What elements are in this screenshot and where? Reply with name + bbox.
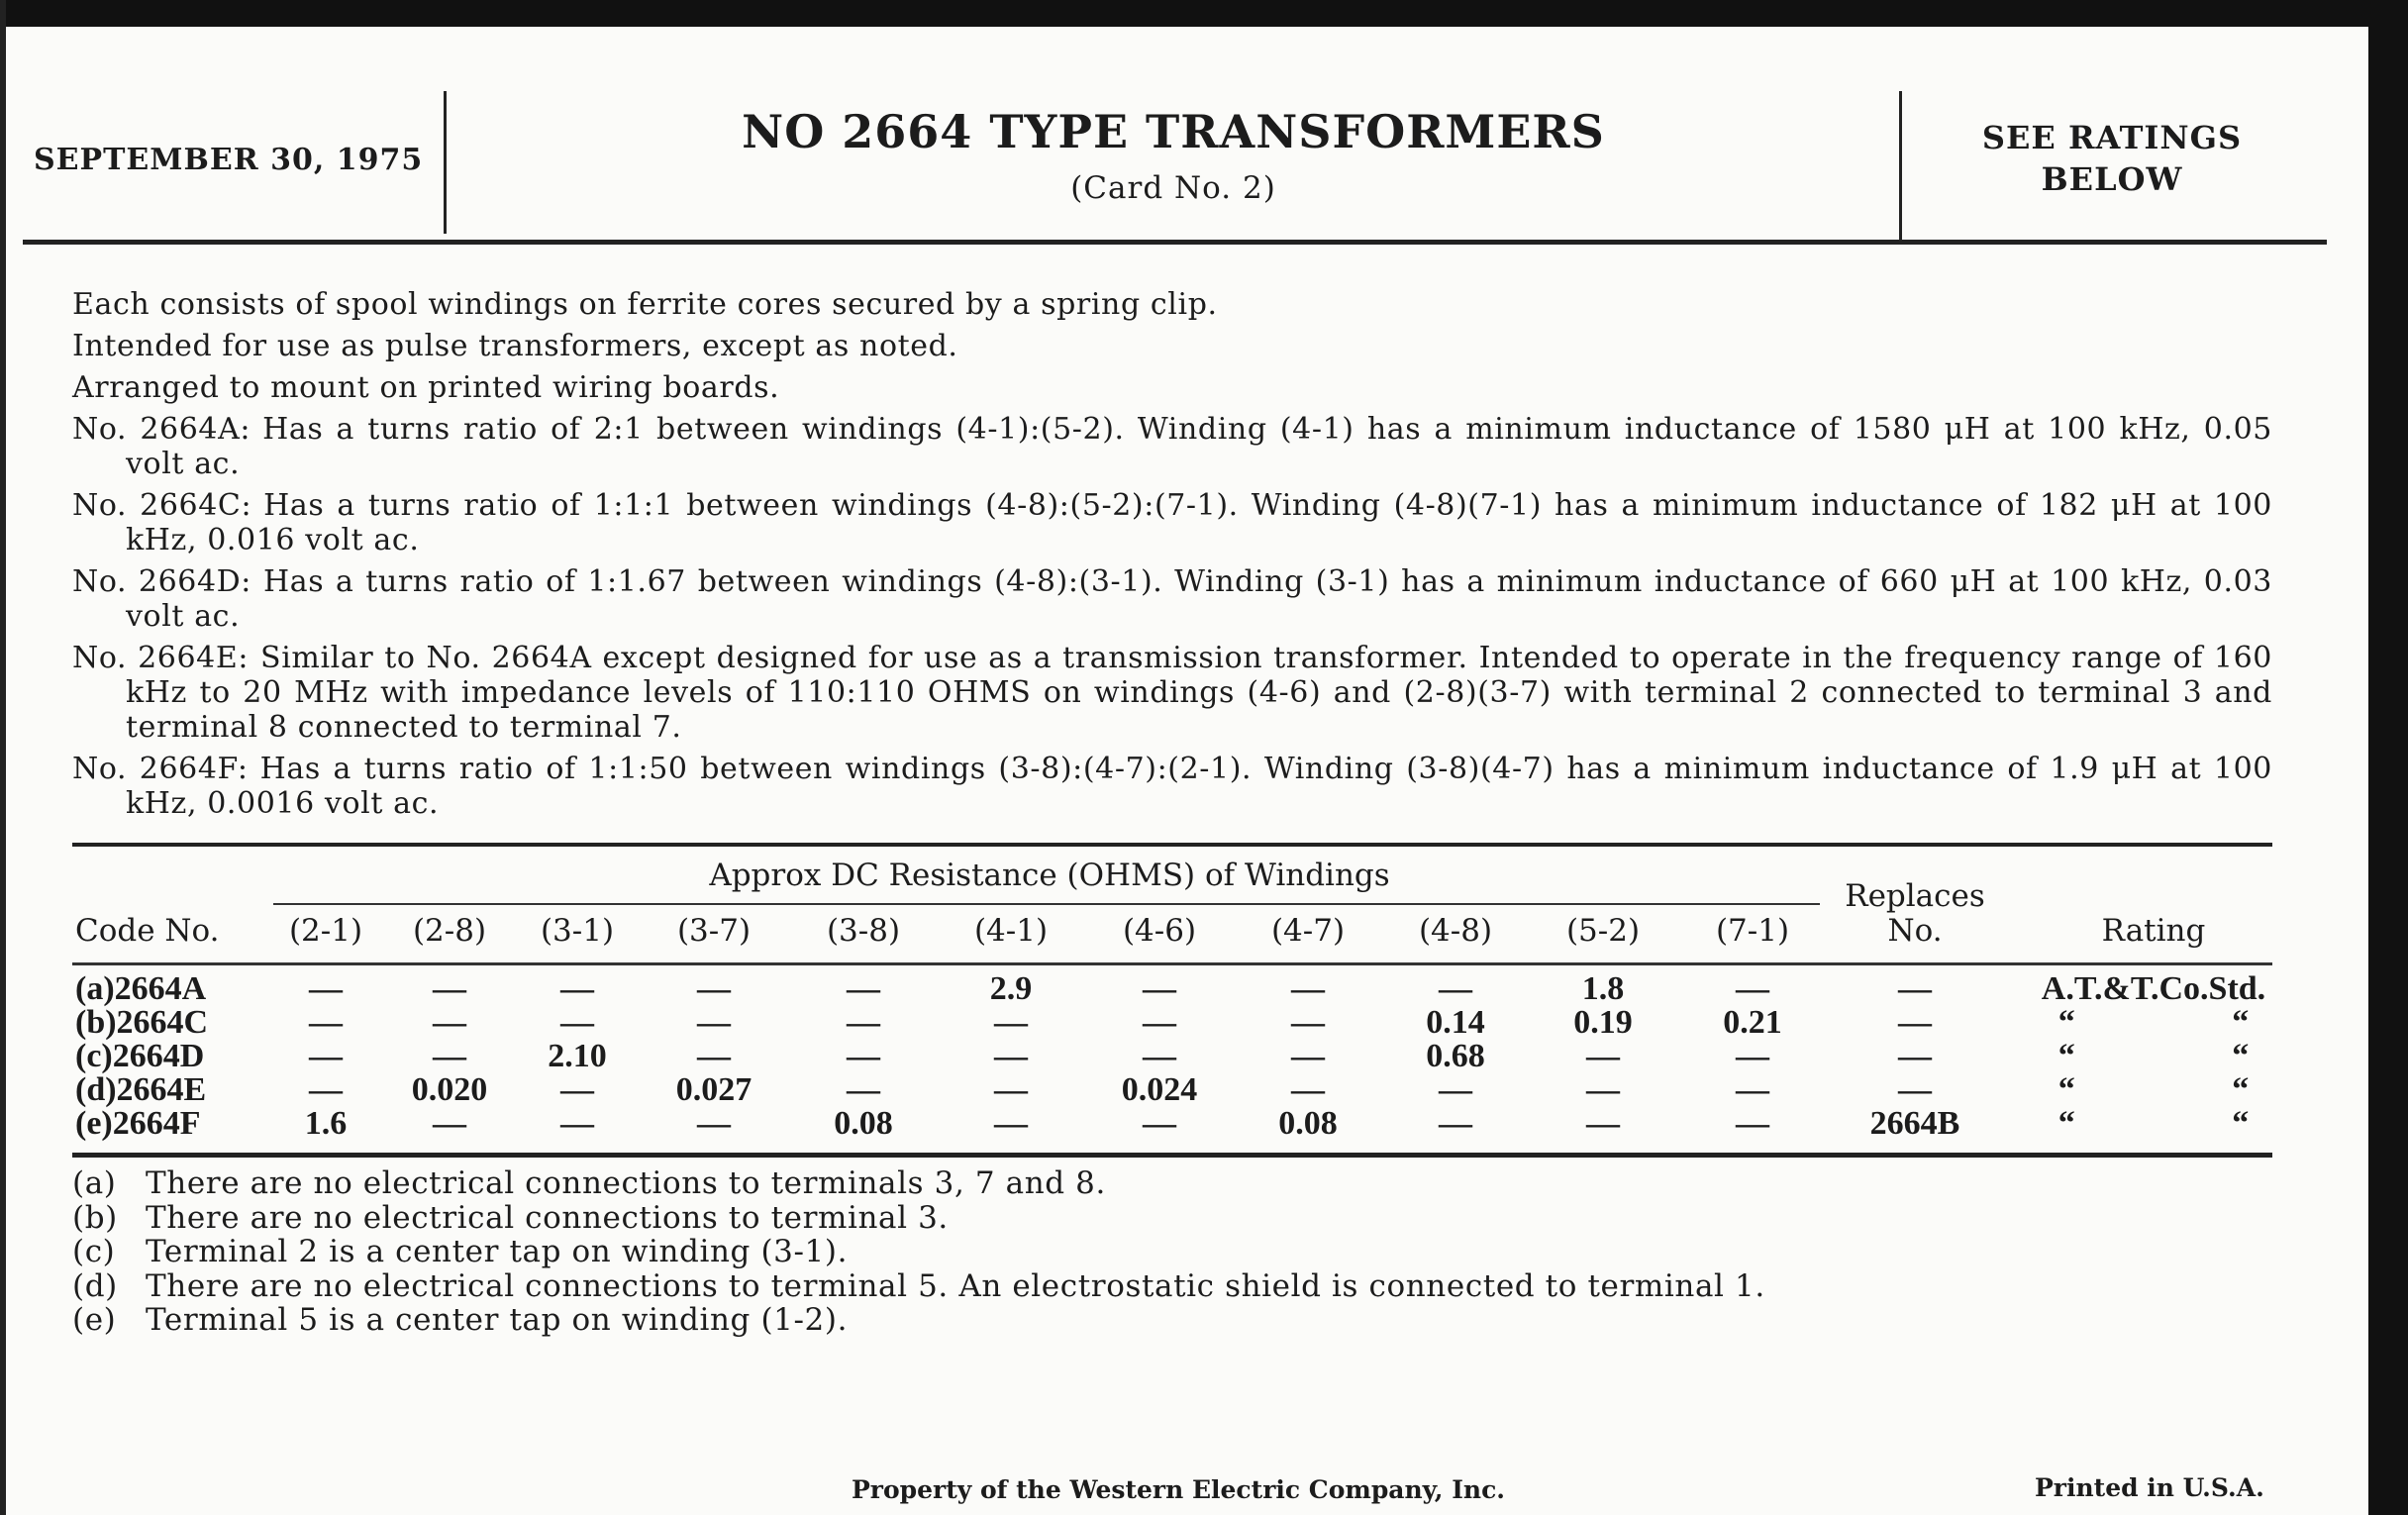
description (72, 287, 2272, 828)
description-paragraph (72, 287, 2272, 322)
footnote-label: (b) (72, 1199, 118, 1236)
replaces-cell: 2664B (1869, 1105, 1960, 1142)
resistance-cell: 0.027 (675, 1071, 752, 1108)
column-header-replaces: Replaces (1845, 878, 1985, 914)
ratings-line-1: SEE RATINGS (1981, 119, 2243, 156)
resistance-cell: — (433, 1004, 466, 1041)
footnote (72, 1303, 1765, 1338)
column-header-winding: (3-1) (540, 913, 615, 949)
description-paragraph (72, 329, 2272, 363)
resistance-cell: 0.020 (411, 1071, 488, 1108)
paragraph-text: Has a turns ratio of 1:1:1 between windings (4-8):(5-2):(7-1). Winding (4-8)(7-1) has a minimum inductance of 182 μH at 100 kHz, 0.016 volt ac. (126, 488, 2272, 557)
description-paragraph (72, 752, 2272, 821)
column-header-winding: (3-7) (676, 913, 752, 949)
footnote-label: (c) (72, 1234, 116, 1269)
column-header-winding: (4-6) (1122, 913, 1197, 949)
resistance-cell: — (1143, 1038, 1176, 1074)
resistance-cell: — (1291, 1038, 1325, 1074)
row-code: (c)2664D (75, 1038, 205, 1074)
resistance-cell: — (697, 970, 731, 1007)
footnote-text: There are no electrical connections to terminal 5. An electrostatic shield is connected to terminal 1. (146, 1267, 1765, 1304)
row-code: (a)2664A (75, 970, 207, 1007)
paragraph-text: Each consists of spool windings on ferrite cores secured by a spring clip. (72, 287, 1218, 322)
resistance-cell: — (994, 1071, 1028, 1108)
column-header-winding: (2-1) (288, 913, 363, 949)
description-paragraph (72, 370, 2272, 405)
table-header-rule (72, 962, 2272, 965)
resistance-cell: 1.8 (1581, 970, 1625, 1007)
rating-cell: “ “ (2057, 1004, 2250, 1041)
resistance-cell: — (994, 1004, 1028, 1041)
resistance-cell: — (1736, 1038, 1769, 1074)
footnote-text: There are no electrical connections to terminal 3. (146, 1199, 949, 1236)
rating-cell: “ “ (2057, 1038, 2250, 1074)
resistance-cell: — (433, 970, 466, 1007)
replaces-cell: — (1898, 970, 1932, 1007)
rating-cell: “ “ (2057, 1071, 2250, 1108)
resistance-cell: — (994, 1105, 1028, 1142)
resistance-cell: — (994, 1038, 1028, 1074)
resistance-cell: — (433, 1105, 466, 1142)
resistance-cell: — (847, 970, 880, 1007)
resistance-cell: — (309, 1038, 343, 1074)
column-header-winding: (5-2) (1565, 913, 1641, 949)
resistance-cell: 0.21 (1723, 1004, 1782, 1041)
description-paragraph (72, 564, 2272, 634)
resistance-cell: — (560, 1105, 594, 1142)
paragraph-text: Has a turns ratio of 1:1:50 between windings (3-8):(4-7):(2-1). Winding (3-8)(4-7) has a minimum inductance of 1.9 μH at 100 kHz, 0.0016 volt ac. (126, 752, 2272, 821)
table-top-rule (72, 843, 2272, 847)
group-header: Approx DC Resistance (OHMS) of Windings (709, 858, 1390, 893)
resistance-cell: — (847, 1038, 880, 1074)
resistance-cell: — (1736, 1071, 1769, 1108)
footnote-label: (a) (72, 1165, 117, 1201)
resistance-cell: — (1291, 1004, 1325, 1041)
resistance-cell: — (1736, 1105, 1769, 1142)
replaces-cell: — (1898, 1071, 1932, 1108)
resistance-cell: 1.6 (304, 1105, 348, 1142)
group-header-rule (273, 903, 1820, 905)
resistance-cell: — (847, 1071, 880, 1108)
resistance-cell: — (697, 1105, 731, 1142)
description-paragraph (72, 488, 2272, 557)
resistance-cell: 2.10 (548, 1038, 607, 1074)
resistance-cell: 0.14 (1426, 1004, 1485, 1041)
resistance-cell: — (1143, 1105, 1176, 1142)
footnote (72, 1201, 1765, 1236)
column-header-winding: (7-1) (1715, 913, 1790, 949)
resistance-cell: — (697, 1038, 731, 1074)
card-title: NO 2664 TYPE TRANSFORMERS (742, 105, 1605, 158)
resistance-cell: 0.19 (1573, 1004, 1633, 1041)
footnote-text: There are no electrical connections to terminals 3, 7 and 8. (146, 1165, 1106, 1201)
resistance-cell: — (433, 1038, 466, 1074)
column-header-rating: Rating (2101, 913, 2206, 949)
card-subtitle: (Card No. 2) (1070, 170, 1276, 206)
resistance-cell: — (1439, 1105, 1472, 1142)
resistance-cell: — (1291, 1071, 1325, 1108)
header-rule (23, 240, 2327, 245)
rating-cell: “ “ (2057, 1105, 2250, 1142)
footnote (72, 1269, 1765, 1304)
resistance-cell: 2.9 (989, 970, 1033, 1007)
footnotes (72, 1166, 1765, 1338)
resistance-cell: 0.08 (1278, 1105, 1338, 1142)
row-code: (e)2664F (75, 1105, 201, 1142)
column-header-code: Code No. (75, 913, 220, 949)
resistance-cell: — (1439, 970, 1472, 1007)
column-header-replaces-no: No. (1887, 913, 1943, 949)
model-label: No. 2664A: (72, 412, 251, 447)
resistance-cell: — (1439, 1071, 1472, 1108)
footnote (72, 1235, 1765, 1269)
header-divider-right (1899, 91, 1902, 240)
footnote (72, 1166, 1765, 1201)
resistance-cell: — (1586, 1038, 1620, 1074)
ratings-line-2: BELOW (2041, 160, 2183, 198)
resistance-cell: — (1143, 1004, 1176, 1041)
scan-edge-left (0, 0, 6, 1515)
resistance-cell: 0.08 (834, 1105, 893, 1142)
scan-edge-top (0, 0, 2408, 27)
footnote-label: (e) (72, 1302, 117, 1338)
paragraph-text: Has a turns ratio of 1:1.67 between windings (4-8):(3-1). Winding (3-1) has a minimum inductance of 660 μH at 100 kHz, 0.03 volt ac. (126, 564, 2272, 634)
rating-cell: A.T.&T.Co.Std. (2041, 970, 2266, 1007)
ratings-note (1904, 117, 2320, 200)
column-header-winding: (2-8) (412, 913, 487, 949)
resistance-cell: — (309, 970, 343, 1007)
resistance-cell: — (309, 1071, 343, 1108)
column-header-winding: (4-8) (1418, 913, 1493, 949)
paragraph-text: Arranged to mount on printed wiring boards. (72, 370, 780, 405)
resistance-cell: — (1586, 1071, 1620, 1108)
resistance-cell: — (1736, 970, 1769, 1007)
resistance-cell: — (697, 1004, 731, 1041)
property-notice: Property of the Western Electric Company, Inc. (852, 1475, 1506, 1504)
printed-notice: Printed in U.S.A. (2035, 1473, 2264, 1502)
resistance-cell: — (309, 1004, 343, 1041)
row-code: (b)2664C (75, 1004, 209, 1041)
scan-edge-right (2368, 0, 2408, 1515)
paragraph-text: Has a turns ratio of 2:1 between windings (4-1):(5-2). Winding (4-1) has a minimum inductance of 1580 μH at 100 kHz, 0.05 volt ac. (126, 412, 2272, 481)
paragraph-text: Similar to No. 2664A except designed for use as a transmission transformer. Intended to operate in the frequency range of 160 kHz to 20 MHz with impedance levels of 110:110 OHMS on windings (4-6) and (2-8)(3-7) with terminal 2 connected to terminal 3 and terminal 8 connected to terminal 7. (126, 641, 2272, 745)
column-header-winding: (4-7) (1270, 913, 1346, 949)
resistance-cell: — (560, 1004, 594, 1041)
resistance-cell: — (560, 970, 594, 1007)
model-label: No. 2664E: (72, 641, 250, 675)
resistance-cell: — (560, 1071, 594, 1108)
footnote-label: (d) (72, 1267, 118, 1304)
model-label: No. 2664D: (72, 564, 252, 599)
replaces-cell: — (1898, 1038, 1932, 1074)
resistance-cell: 0.024 (1121, 1071, 1198, 1108)
column-header-winding: (3-8) (826, 913, 901, 949)
resistance-cell: 0.68 (1426, 1038, 1485, 1074)
resistance-cell: — (1291, 970, 1325, 1007)
model-label: No. 2664F: (72, 752, 249, 786)
card-date: SEPTEMBER 30, 1975 (34, 143, 424, 177)
resistance-cell: — (847, 1004, 880, 1041)
description-paragraph (72, 412, 2272, 481)
description-paragraph (72, 641, 2272, 745)
row-code: (d)2664E (75, 1071, 207, 1108)
resistance-cell: — (1586, 1105, 1620, 1142)
table-bottom-rule (72, 1153, 2272, 1158)
column-header-winding: (4-1) (973, 913, 1049, 949)
replaces-cell: — (1898, 1004, 1932, 1041)
footnote-text: Terminal 2 is a center tap on winding (3-1). (146, 1234, 849, 1269)
resistance-cell: — (1143, 970, 1176, 1007)
model-label: No. 2664C: (72, 488, 252, 523)
paragraph-text: Intended for use as pulse transformers, except as noted. (72, 329, 958, 363)
footnote-text: Terminal 5 is a center tap on winding (1-2). (146, 1302, 849, 1338)
